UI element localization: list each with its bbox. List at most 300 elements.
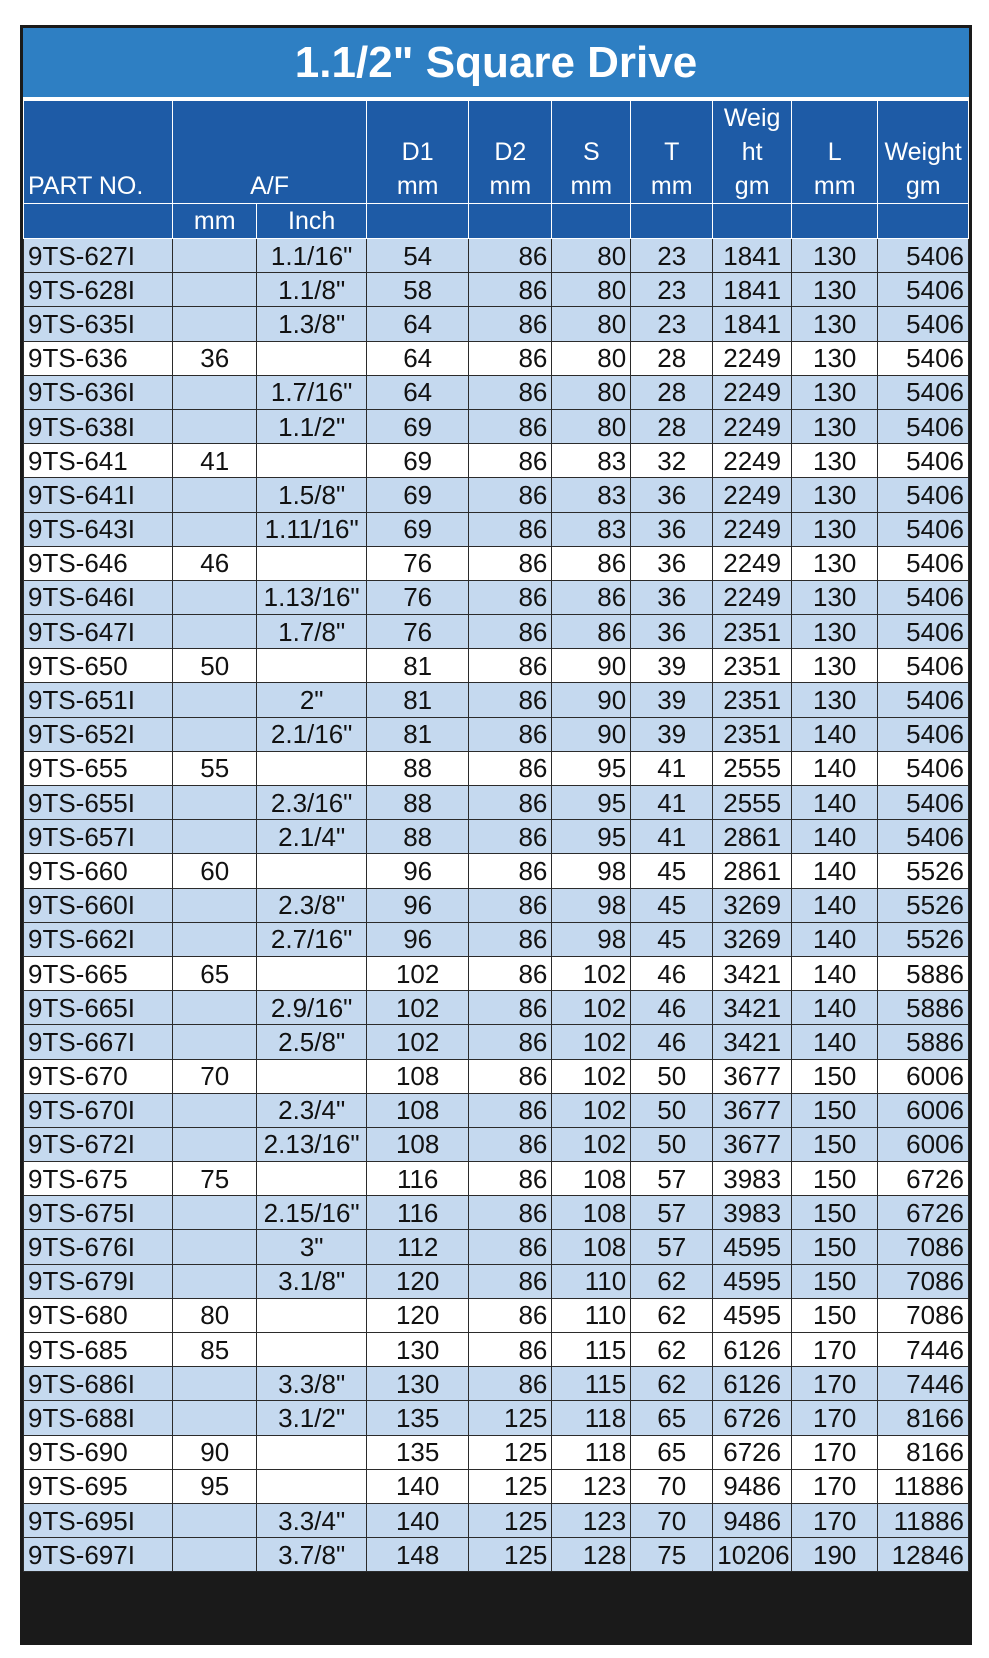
cell-t: 65 bbox=[631, 1435, 713, 1469]
cell-d2: 86 bbox=[469, 1127, 552, 1161]
cell-d2: 86 bbox=[469, 512, 552, 546]
cell-d1: 69 bbox=[367, 512, 469, 546]
cell-af-mm bbox=[173, 888, 257, 922]
cell-weig-ht: 2249 bbox=[713, 375, 792, 409]
cell-part-no: 9TS-670 bbox=[24, 1059, 173, 1093]
cell-af-inch bbox=[257, 649, 367, 683]
spec-table bbox=[23, 100, 969, 1572]
table-row bbox=[24, 444, 969, 478]
header-af: A/F bbox=[173, 101, 367, 204]
cell-s: 102 bbox=[552, 1025, 631, 1059]
cell-l: 170 bbox=[792, 1469, 878, 1503]
table-row bbox=[24, 273, 969, 307]
cell-s: 118 bbox=[552, 1401, 631, 1435]
cell-part-no: 9TS-655I bbox=[24, 786, 173, 820]
cell-s: 80 bbox=[552, 239, 631, 273]
cell-af-mm bbox=[173, 1264, 257, 1298]
cell-l: 130 bbox=[792, 683, 878, 717]
cell-weight: 5406 bbox=[878, 649, 969, 683]
cell-part-no: 9TS-652I bbox=[24, 717, 173, 751]
cell-s: 86 bbox=[552, 615, 631, 649]
cell-d2: 86 bbox=[469, 239, 552, 273]
cell-weig-ht: 4595 bbox=[713, 1264, 792, 1298]
cell-l: 150 bbox=[792, 1162, 878, 1196]
cell-t: 70 bbox=[631, 1469, 713, 1503]
cell-d2: 86 bbox=[469, 751, 552, 785]
cell-weight: 5406 bbox=[878, 341, 969, 375]
cell-weight: 5406 bbox=[878, 615, 969, 649]
cell-af-inch: 2.15/16" bbox=[257, 1196, 367, 1230]
cell-d1: 76 bbox=[367, 546, 469, 580]
cell-t: 23 bbox=[631, 239, 713, 273]
cell-l: 150 bbox=[792, 1059, 878, 1093]
cell-weight: 7446 bbox=[878, 1367, 969, 1401]
cell-s: 110 bbox=[552, 1298, 631, 1332]
table-row bbox=[24, 1367, 969, 1401]
cell-d2: 86 bbox=[469, 307, 552, 341]
cell-part-no: 9TS-641I bbox=[24, 478, 173, 512]
header-weig-ht: Weig ht gm bbox=[713, 101, 792, 204]
cell-l: 130 bbox=[792, 615, 878, 649]
cell-weig-ht: 3421 bbox=[713, 1025, 792, 1059]
cell-s: 98 bbox=[552, 922, 631, 956]
cell-af-mm: 46 bbox=[173, 546, 257, 580]
cell-t: 62 bbox=[631, 1333, 713, 1367]
cell-af-inch bbox=[257, 341, 367, 375]
cell-d1: 96 bbox=[367, 922, 469, 956]
cell-d2: 86 bbox=[469, 444, 552, 478]
cell-d2: 86 bbox=[469, 683, 552, 717]
cell-weight: 11886 bbox=[878, 1469, 969, 1503]
cell-part-no: 9TS-665 bbox=[24, 956, 173, 990]
cell-weight: 5886 bbox=[878, 956, 969, 990]
cell-t: 57 bbox=[631, 1162, 713, 1196]
cell-t: 57 bbox=[631, 1196, 713, 1230]
cell-af-mm: 55 bbox=[173, 751, 257, 785]
cell-l: 140 bbox=[792, 956, 878, 990]
cell-weig-ht: 2351 bbox=[713, 615, 792, 649]
cell-l: 150 bbox=[792, 1264, 878, 1298]
cell-d1: 108 bbox=[367, 1059, 469, 1093]
cell-weight: 5526 bbox=[878, 922, 969, 956]
cell-s: 86 bbox=[552, 580, 631, 614]
cell-af-mm bbox=[173, 512, 257, 546]
cell-af-mm: 65 bbox=[173, 956, 257, 990]
cell-d2: 125 bbox=[469, 1538, 552, 1572]
cell-d1: 108 bbox=[367, 1127, 469, 1161]
cell-s: 115 bbox=[552, 1367, 631, 1401]
cell-weight: 5406 bbox=[878, 580, 969, 614]
cell-af-mm bbox=[173, 478, 257, 512]
cell-d1: 140 bbox=[367, 1503, 469, 1537]
cell-weig-ht: 6126 bbox=[713, 1367, 792, 1401]
cell-weig-ht: 1841 bbox=[713, 307, 792, 341]
cell-s: 90 bbox=[552, 683, 631, 717]
cell-s: 102 bbox=[552, 1093, 631, 1127]
cell-d1: 76 bbox=[367, 615, 469, 649]
cell-weight: 7086 bbox=[878, 1230, 969, 1264]
cell-d1: 69 bbox=[367, 478, 469, 512]
cell-l: 130 bbox=[792, 375, 878, 409]
cell-weight: 5406 bbox=[878, 512, 969, 546]
table-row bbox=[24, 375, 969, 409]
cell-weig-ht: 2351 bbox=[713, 683, 792, 717]
cell-weig-ht: 2249 bbox=[713, 341, 792, 375]
cell-t: 75 bbox=[631, 1538, 713, 1572]
cell-af-inch: 2.1/16" bbox=[257, 717, 367, 751]
cell-t: 28 bbox=[631, 341, 713, 375]
table-row bbox=[24, 1503, 969, 1537]
cell-l: 130 bbox=[792, 307, 878, 341]
table-header bbox=[24, 101, 969, 239]
cell-weight: 5886 bbox=[878, 1025, 969, 1059]
cell-af-mm bbox=[173, 1503, 257, 1537]
cell-weight: 5406 bbox=[878, 683, 969, 717]
cell-s: 80 bbox=[552, 341, 631, 375]
cell-weig-ht: 1841 bbox=[713, 273, 792, 307]
cell-t: 41 bbox=[631, 820, 713, 854]
cell-s: 80 bbox=[552, 409, 631, 443]
cell-part-no: 9TS-685 bbox=[24, 1333, 173, 1367]
cell-weig-ht: 1841 bbox=[713, 239, 792, 273]
cell-d1: 102 bbox=[367, 1025, 469, 1059]
cell-af-inch: 1.1/8" bbox=[257, 273, 367, 307]
cell-l: 130 bbox=[792, 273, 878, 307]
cell-l: 140 bbox=[792, 922, 878, 956]
cell-t: 23 bbox=[631, 307, 713, 341]
cell-af-mm: 90 bbox=[173, 1435, 257, 1469]
cell-af-inch bbox=[257, 444, 367, 478]
cell-t: 36 bbox=[631, 615, 713, 649]
table-row bbox=[24, 341, 969, 375]
table-row bbox=[24, 820, 969, 854]
table-row bbox=[24, 1333, 969, 1367]
table-row bbox=[24, 717, 969, 751]
cell-d2: 86 bbox=[469, 273, 552, 307]
cell-af-mm: 60 bbox=[173, 854, 257, 888]
cell-d1: 81 bbox=[367, 717, 469, 751]
cell-d1: 88 bbox=[367, 786, 469, 820]
cell-d2: 86 bbox=[469, 786, 552, 820]
cell-l: 150 bbox=[792, 1230, 878, 1264]
cell-af-mm bbox=[173, 1093, 257, 1127]
cell-l: 130 bbox=[792, 444, 878, 478]
cell-weight: 12846 bbox=[878, 1538, 969, 1572]
cell-af-inch: 2.1/4" bbox=[257, 820, 367, 854]
cell-d2: 86 bbox=[469, 409, 552, 443]
cell-weight: 7086 bbox=[878, 1298, 969, 1332]
cell-t: 45 bbox=[631, 854, 713, 888]
cell-l: 140 bbox=[792, 751, 878, 785]
cell-t: 62 bbox=[631, 1298, 713, 1332]
header-d1: D1 mm bbox=[367, 101, 469, 204]
cell-af-mm bbox=[173, 1538, 257, 1572]
cell-part-no: 9TS-697I bbox=[24, 1538, 173, 1572]
cell-s: 86 bbox=[552, 546, 631, 580]
cell-part-no: 9TS-675 bbox=[24, 1162, 173, 1196]
cell-weight: 6726 bbox=[878, 1162, 969, 1196]
cell-weig-ht: 2249 bbox=[713, 444, 792, 478]
cell-s: 80 bbox=[552, 307, 631, 341]
cell-t: 36 bbox=[631, 546, 713, 580]
cell-t: 41 bbox=[631, 786, 713, 820]
cell-t: 28 bbox=[631, 409, 713, 443]
cell-d1: 64 bbox=[367, 307, 469, 341]
cell-s: 95 bbox=[552, 786, 631, 820]
cell-t: 45 bbox=[631, 922, 713, 956]
cell-af-inch: 2.13/16" bbox=[257, 1127, 367, 1161]
cell-weig-ht: 3677 bbox=[713, 1059, 792, 1093]
cell-part-no: 9TS-679I bbox=[24, 1264, 173, 1298]
cell-part-no: 9TS-690 bbox=[24, 1435, 173, 1469]
cell-t: 50 bbox=[631, 1059, 713, 1093]
cell-d2: 86 bbox=[469, 820, 552, 854]
cell-weight: 5406 bbox=[878, 717, 969, 751]
cell-weight: 5406 bbox=[878, 273, 969, 307]
cell-weig-ht: 3421 bbox=[713, 991, 792, 1025]
cell-l: 140 bbox=[792, 786, 878, 820]
cell-af-mm: 85 bbox=[173, 1333, 257, 1367]
cell-af-inch: 1.7/16" bbox=[257, 375, 367, 409]
table-row bbox=[24, 683, 969, 717]
cell-d2: 86 bbox=[469, 615, 552, 649]
cell-part-no: 9TS-635I bbox=[24, 307, 173, 341]
cell-af-mm bbox=[173, 375, 257, 409]
table-row bbox=[24, 751, 969, 785]
cell-d1: 130 bbox=[367, 1333, 469, 1367]
cell-l: 140 bbox=[792, 991, 878, 1025]
cell-t: 39 bbox=[631, 649, 713, 683]
cell-part-no: 9TS-665I bbox=[24, 991, 173, 1025]
cell-weig-ht: 6126 bbox=[713, 1333, 792, 1367]
cell-l: 130 bbox=[792, 341, 878, 375]
table-row bbox=[24, 649, 969, 683]
header-af-mm: mm bbox=[173, 204, 257, 239]
cell-d2: 86 bbox=[469, 991, 552, 1025]
cell-d2: 86 bbox=[469, 375, 552, 409]
cell-part-no: 9TS-662I bbox=[24, 922, 173, 956]
cell-part-no: 9TS-657I bbox=[24, 820, 173, 854]
cell-af-mm bbox=[173, 580, 257, 614]
cell-weig-ht: 2249 bbox=[713, 546, 792, 580]
cell-af-inch bbox=[257, 546, 367, 580]
cell-weight: 6006 bbox=[878, 1127, 969, 1161]
cell-weight: 5406 bbox=[878, 751, 969, 785]
cell-s: 83 bbox=[552, 444, 631, 478]
cell-d1: 69 bbox=[367, 444, 469, 478]
cell-af-inch: 3.1/8" bbox=[257, 1264, 367, 1298]
cell-weig-ht: 6726 bbox=[713, 1401, 792, 1435]
cell-weight: 7086 bbox=[878, 1264, 969, 1298]
cell-af-mm bbox=[173, 307, 257, 341]
cell-d2: 86 bbox=[469, 956, 552, 990]
cell-weig-ht: 2249 bbox=[713, 409, 792, 443]
cell-part-no: 9TS-646 bbox=[24, 546, 173, 580]
cell-weight: 5526 bbox=[878, 888, 969, 922]
cell-af-inch: 2.7/16" bbox=[257, 922, 367, 956]
cell-t: 23 bbox=[631, 273, 713, 307]
cell-af-inch: 1.5/8" bbox=[257, 478, 367, 512]
cell-t: 50 bbox=[631, 1127, 713, 1161]
table-row bbox=[24, 1264, 969, 1298]
cell-af-inch: 2" bbox=[257, 683, 367, 717]
cell-weig-ht: 2555 bbox=[713, 751, 792, 785]
cell-part-no: 9TS-628I bbox=[24, 273, 173, 307]
cell-part-no: 9TS-688I bbox=[24, 1401, 173, 1435]
cell-d1: 81 bbox=[367, 683, 469, 717]
cell-af-mm: 75 bbox=[173, 1162, 257, 1196]
cell-s: 123 bbox=[552, 1469, 631, 1503]
cell-t: 46 bbox=[631, 991, 713, 1025]
cell-weig-ht: 2249 bbox=[713, 580, 792, 614]
cell-af-mm bbox=[173, 786, 257, 820]
cell-s: 118 bbox=[552, 1435, 631, 1469]
table-row bbox=[24, 478, 969, 512]
cell-af-inch: 2.3/8" bbox=[257, 888, 367, 922]
cell-t: 46 bbox=[631, 956, 713, 990]
cell-s: 108 bbox=[552, 1196, 631, 1230]
cell-t: 62 bbox=[631, 1367, 713, 1401]
cell-af-inch: 1.13/16" bbox=[257, 580, 367, 614]
table-row bbox=[24, 580, 969, 614]
cell-s: 90 bbox=[552, 649, 631, 683]
table-title: 1.1/2" Square Drive bbox=[23, 28, 969, 100]
cell-d1: 135 bbox=[367, 1435, 469, 1469]
cell-af-inch: 2.3/16" bbox=[257, 786, 367, 820]
cell-d1: 88 bbox=[367, 820, 469, 854]
cell-d1: 58 bbox=[367, 273, 469, 307]
cell-af-mm: 36 bbox=[173, 341, 257, 375]
cell-weight: 5526 bbox=[878, 854, 969, 888]
cell-s: 80 bbox=[552, 273, 631, 307]
cell-t: 46 bbox=[631, 1025, 713, 1059]
cell-weight: 8166 bbox=[878, 1435, 969, 1469]
cell-weig-ht: 2555 bbox=[713, 786, 792, 820]
cell-d2: 125 bbox=[469, 1469, 552, 1503]
cell-d2: 86 bbox=[469, 922, 552, 956]
cell-t: 36 bbox=[631, 478, 713, 512]
cell-d2: 86 bbox=[469, 854, 552, 888]
table-row bbox=[24, 1538, 969, 1572]
cell-t: 41 bbox=[631, 751, 713, 785]
cell-weig-ht: 2861 bbox=[713, 820, 792, 854]
cell-s: 102 bbox=[552, 1059, 631, 1093]
table-row bbox=[24, 1162, 969, 1196]
cell-l: 190 bbox=[792, 1538, 878, 1572]
cell-t: 36 bbox=[631, 580, 713, 614]
table-row bbox=[24, 1230, 969, 1264]
cell-s: 108 bbox=[552, 1162, 631, 1196]
cell-d1: 76 bbox=[367, 580, 469, 614]
cell-t: 70 bbox=[631, 1503, 713, 1537]
cell-af-inch: 2.3/4" bbox=[257, 1093, 367, 1127]
cell-d2: 86 bbox=[469, 1298, 552, 1332]
cell-d1: 69 bbox=[367, 409, 469, 443]
cell-af-mm bbox=[173, 409, 257, 443]
cell-s: 95 bbox=[552, 820, 631, 854]
cell-t: 50 bbox=[631, 1093, 713, 1127]
cell-af-inch bbox=[257, 1059, 367, 1093]
cell-weight: 5406 bbox=[878, 546, 969, 580]
table-row bbox=[24, 512, 969, 546]
cell-l: 140 bbox=[792, 854, 878, 888]
table-row bbox=[24, 1401, 969, 1435]
cell-s: 80 bbox=[552, 375, 631, 409]
table-row bbox=[24, 615, 969, 649]
cell-d1: 112 bbox=[367, 1230, 469, 1264]
cell-part-no: 9TS-695I bbox=[24, 1503, 173, 1537]
cell-weight: 6006 bbox=[878, 1059, 969, 1093]
cell-l: 130 bbox=[792, 580, 878, 614]
cell-weig-ht: 3677 bbox=[713, 1127, 792, 1161]
cell-af-mm bbox=[173, 615, 257, 649]
cell-af-inch: 1.1/2" bbox=[257, 409, 367, 443]
cell-weig-ht: 2351 bbox=[713, 717, 792, 751]
cell-d2: 86 bbox=[469, 649, 552, 683]
cell-part-no: 9TS-643I bbox=[24, 512, 173, 546]
cell-d1: 81 bbox=[367, 649, 469, 683]
cell-part-no: 9TS-646I bbox=[24, 580, 173, 614]
cell-s: 98 bbox=[552, 888, 631, 922]
cell-l: 130 bbox=[792, 478, 878, 512]
cell-weight: 8166 bbox=[878, 1401, 969, 1435]
cell-af-inch bbox=[257, 854, 367, 888]
cell-af-inch: 2.9/16" bbox=[257, 991, 367, 1025]
cell-af-inch bbox=[257, 1435, 367, 1469]
cell-d1: 120 bbox=[367, 1298, 469, 1332]
cell-t: 28 bbox=[631, 375, 713, 409]
cell-t: 39 bbox=[631, 683, 713, 717]
cell-d1: 54 bbox=[367, 239, 469, 273]
cell-weight: 5886 bbox=[878, 991, 969, 1025]
cell-d1: 64 bbox=[367, 375, 469, 409]
cell-af-mm bbox=[173, 1025, 257, 1059]
cell-t: 62 bbox=[631, 1264, 713, 1298]
cell-l: 130 bbox=[792, 239, 878, 273]
cell-af-inch bbox=[257, 1469, 367, 1503]
cell-af-mm bbox=[173, 991, 257, 1025]
table-row bbox=[24, 956, 969, 990]
cell-af-inch: 1.1/16" bbox=[257, 239, 367, 273]
cell-d2: 125 bbox=[469, 1401, 552, 1435]
cell-af-mm bbox=[173, 1401, 257, 1435]
cell-l: 130 bbox=[792, 409, 878, 443]
cell-d2: 86 bbox=[469, 1196, 552, 1230]
cell-weight: 5406 bbox=[878, 409, 969, 443]
table-row bbox=[24, 1059, 969, 1093]
cell-part-no: 9TS-651I bbox=[24, 683, 173, 717]
table-row bbox=[24, 1196, 969, 1230]
cell-d1: 116 bbox=[367, 1196, 469, 1230]
cell-part-no: 9TS-686I bbox=[24, 1367, 173, 1401]
cell-af-inch: 1.3/8" bbox=[257, 307, 367, 341]
cell-af-inch bbox=[257, 1298, 367, 1332]
cell-af-mm bbox=[173, 239, 257, 273]
table-row bbox=[24, 854, 969, 888]
table-row bbox=[24, 786, 969, 820]
cell-l: 140 bbox=[792, 820, 878, 854]
cell-part-no: 9TS-627I bbox=[24, 239, 173, 273]
cell-l: 150 bbox=[792, 1196, 878, 1230]
cell-l: 170 bbox=[792, 1367, 878, 1401]
cell-d1: 120 bbox=[367, 1264, 469, 1298]
cell-part-no: 9TS-670I bbox=[24, 1093, 173, 1127]
table-row bbox=[24, 1298, 969, 1332]
cell-part-no: 9TS-676I bbox=[24, 1230, 173, 1264]
cell-l: 170 bbox=[792, 1333, 878, 1367]
cell-d2: 86 bbox=[469, 478, 552, 512]
cell-d2: 86 bbox=[469, 1333, 552, 1367]
